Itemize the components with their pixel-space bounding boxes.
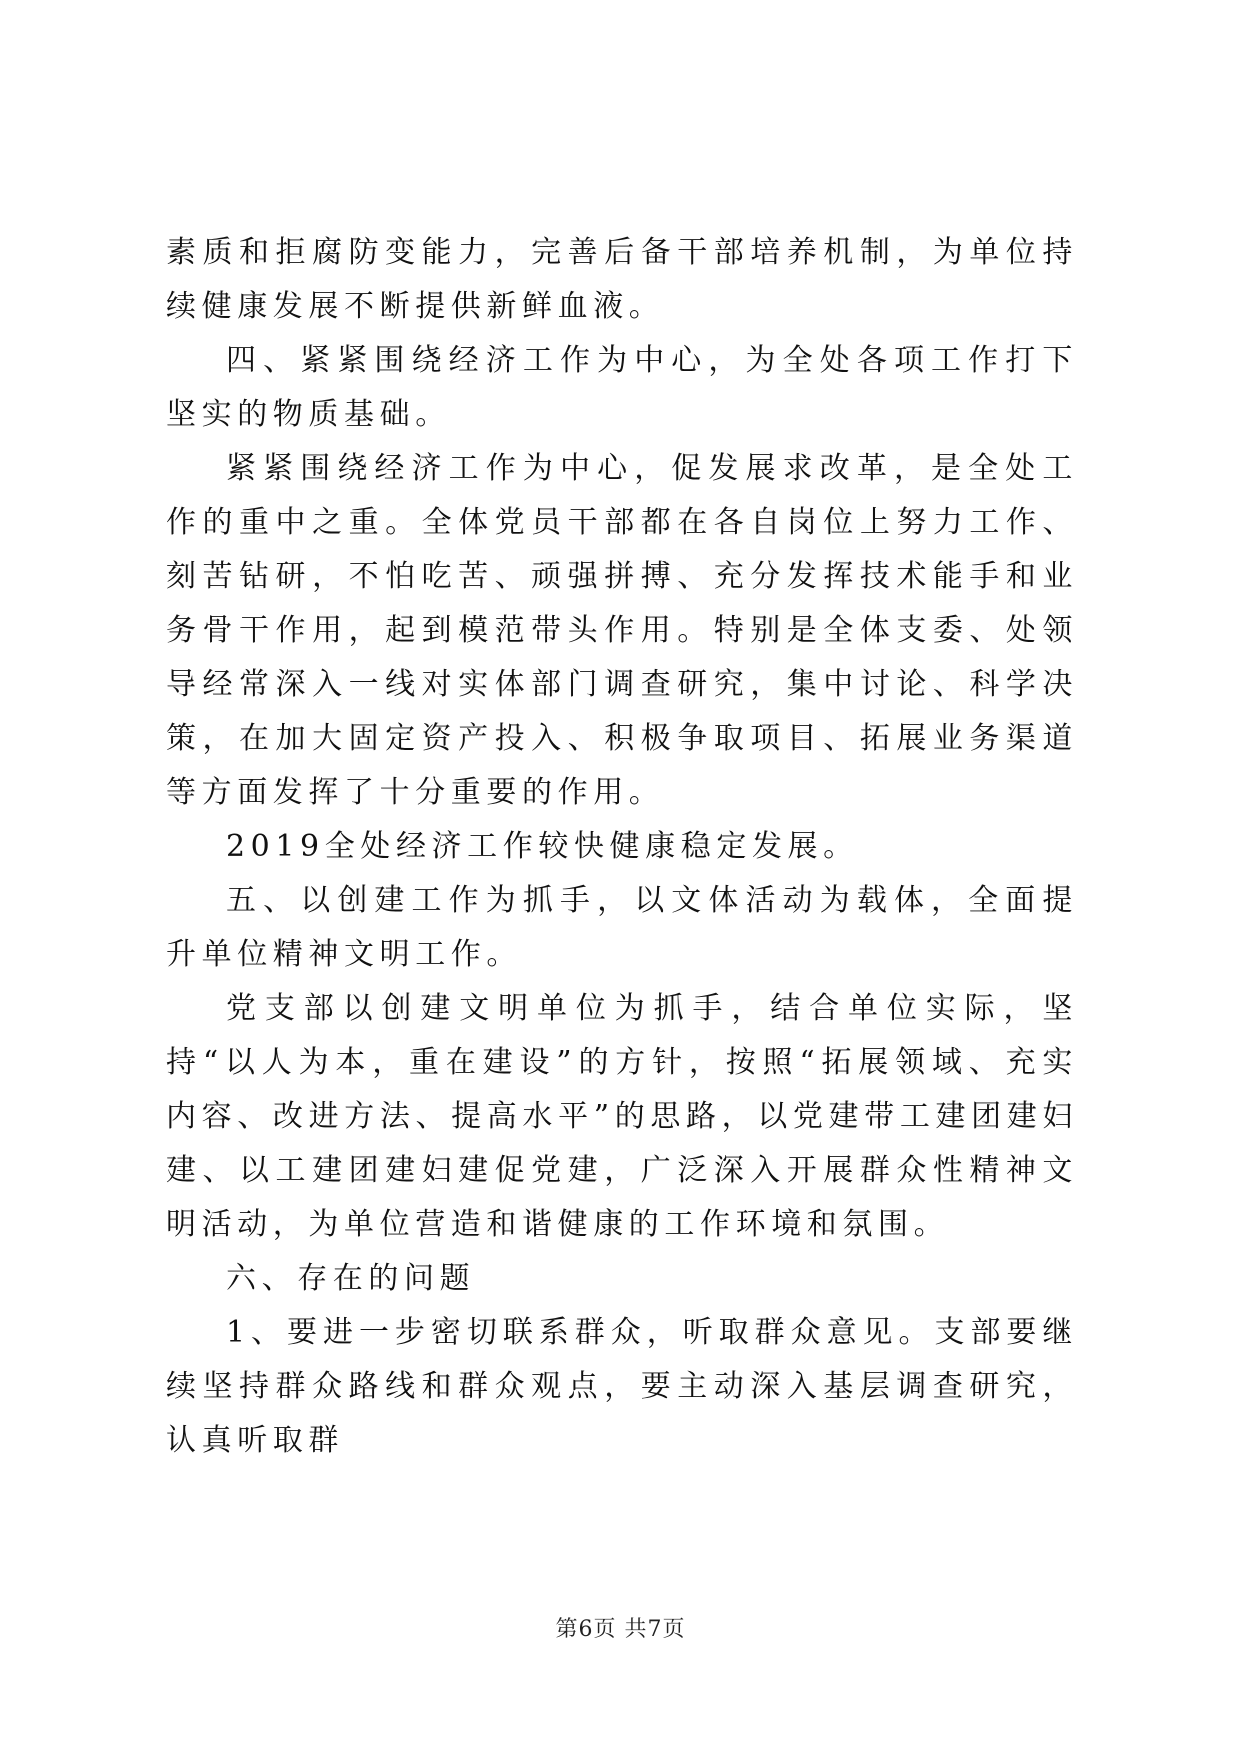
document-body bbox=[166, 226, 1078, 1468]
paragraph-problem-one: 1、要进一步密切联系群众，听取群众意见。支部要继续坚持群众路线和群众观点，要主动深入基层调查研究，认真听取群 bbox=[166, 1315, 1078, 1458]
paragraph-2019-summary: 2019全处经济工作较快健康稳定发展。 bbox=[226, 829, 859, 864]
paragraph-continuation: 素质和拒腐防变能力，完善后备干部培养机制，为单位持续健康发展不断提供新鲜血液。 bbox=[166, 235, 1078, 324]
page-footer: 第6页 共7页 bbox=[555, 1617, 686, 1642]
section-heading-six: 六、存在的问题 bbox=[226, 1261, 476, 1296]
paragraph-civilization-work: 党支部以创建文明单位为抓手，结合单位实际，坚持“以人为本，重在建设”的方针，按照“拓展领域、充实内容、改进方法、提高水平”的思路，以党建带工建团建妇建、以工建团建妇建促党建，广泛深入开展群众性精神文明活动，为单位营造和谐健康的工作环境和氛围。 bbox=[166, 991, 1078, 1242]
section-heading-five: 五、以创建工作为抓手，以文体活动为载体，全面提升单位精神文明工作。 bbox=[166, 883, 1078, 972]
paragraph-economic-work: 紧紧围绕经济工作为中心，促发展求改革，是全处工作的重中之重。全体党员干部都在各自岗位上努力工作、刻苦钻研，不怕吃苦、顽强拼搏、充分发挥技术能手和业务骨干作用，起到模范带头作用。特别是全体支委、处领导经常深入一线对实体部门调查研究，集中讨论、科学决策，在加大固定资产投入、积极争取项目、拓展业务渠道等方面发挥了十分重要的作用。 bbox=[166, 451, 1078, 810]
section-heading-four: 四、紧紧围绕经济工作为中心，为全处各项工作打下坚实的物质基础。 bbox=[166, 343, 1078, 432]
